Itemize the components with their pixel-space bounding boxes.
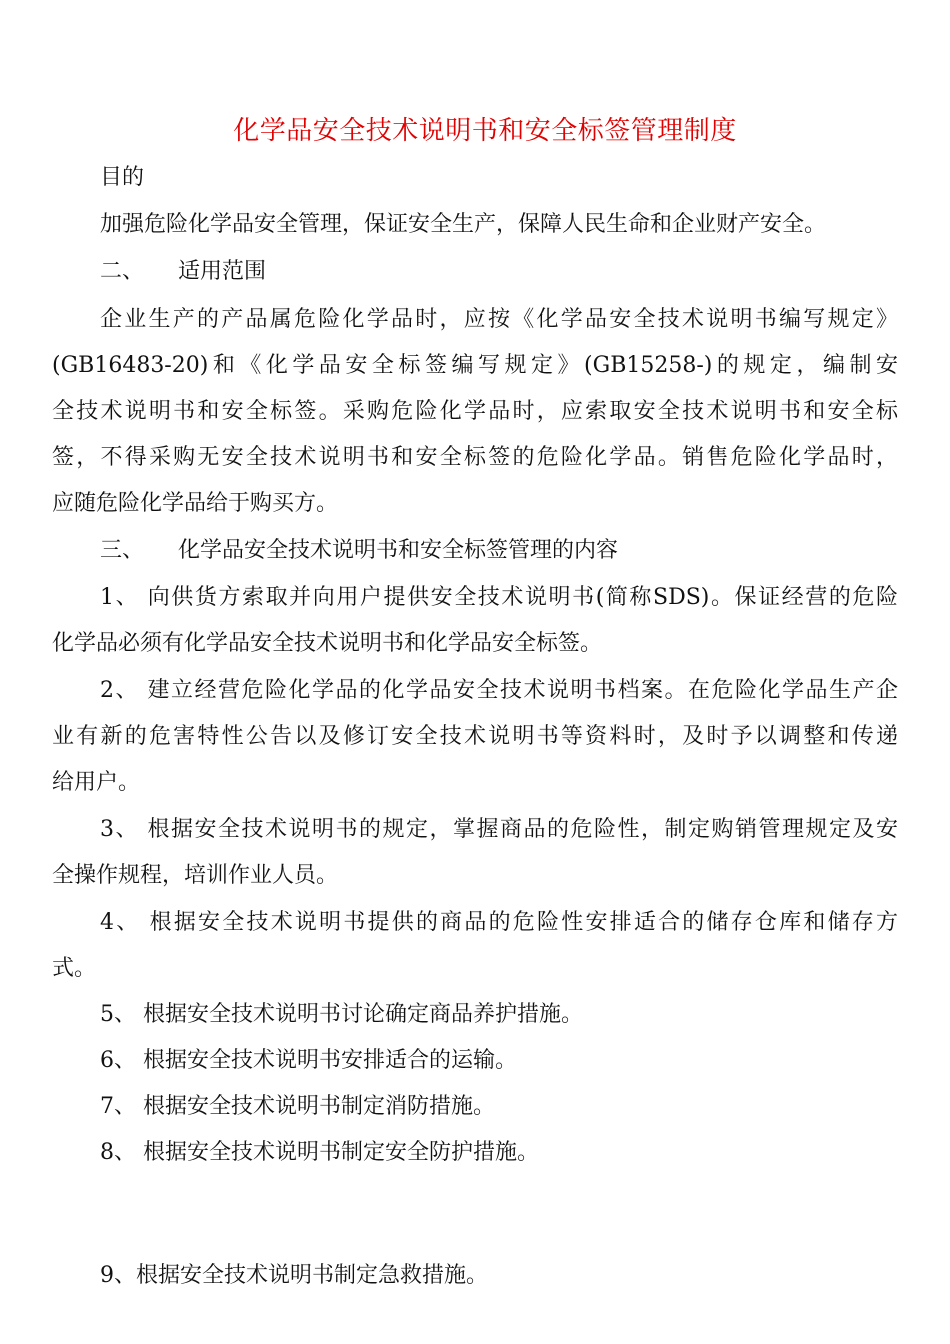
item-4-line: 4、 根据安全技术说明书提供的商品的危险性安排适合的储存仓库和储存方 bbox=[100, 910, 898, 935]
section-1-heading: 目的 bbox=[100, 165, 145, 190]
section-3-heading-line bbox=[100, 536, 618, 566]
section-2-body-line: 签，不得采购无安全技术说明书和安全标签的危险化学品。销售危险化学品时， bbox=[52, 445, 898, 470]
item-5-line: 5、 根据安全技术说明书讨论确定商品养护措施。 bbox=[100, 1002, 583, 1027]
item-3-line: 全操作规程，培训作业人员。 bbox=[52, 863, 339, 888]
section-3-heading: 化学品安全技术说明书和安全标签管理的内容 bbox=[178, 538, 619, 563]
item-8-line: 8、 根据安全技术说明书制定安全防护措施。 bbox=[100, 1140, 539, 1165]
item-3-line: 3、 根据安全技术说明书的规定，掌握商品的危险性，制定购销管理规定及安 bbox=[100, 817, 898, 842]
section-2-heading: 适用范围 bbox=[178, 259, 267, 284]
item-2-line: 2、 建立经营危险化学品的化学品安全技术说明书档案。在危险化学品生产企 bbox=[100, 678, 898, 703]
section-1-body: 加强危险化学品安全管理，保证安全生产，保障人民生命和企业财产安全。 bbox=[100, 212, 827, 237]
section-3-number: 三、 bbox=[100, 538, 145, 563]
section-2-body-line: 应随危险化学品给于购买方。 bbox=[52, 491, 339, 516]
item-2-line: 业有新的危害特性公告以及修订安全技术说明书等资料时，及时予以调整和传递 bbox=[52, 724, 898, 749]
item-4-line: 式。 bbox=[52, 956, 97, 981]
item-7-line: 7、 根据安全技术说明书制定消防措施。 bbox=[100, 1094, 495, 1119]
item-2-line: 给用户。 bbox=[52, 770, 141, 795]
item-1-line: 1、 向供货方索取并向用户提供安全技术说明书(简称SDS)。保证经营的危险 bbox=[100, 585, 898, 610]
document-title: 化学品安全技术说明书和安全标签管理制度 bbox=[233, 116, 737, 146]
section-2-body-line: 企业生产的产品属危险化学品时，应按《化学品安全技术说明书编写规定》 bbox=[100, 307, 898, 332]
item-9-line: 9、根据安全技术说明书制定急救措施。 bbox=[100, 1263, 488, 1288]
section-2-body-line: 全技术说明书和安全标签。采购危险化学品时，应索取安全技术说明书和安全标 bbox=[52, 399, 898, 424]
section-2-body-line: (GB16483-20)和《化学品安全标签编写规定》(GB15258-)的规定，编制安 bbox=[52, 353, 898, 378]
section-2-heading-line bbox=[100, 257, 266, 287]
section-2-number: 二、 bbox=[100, 259, 145, 284]
item-1-line: 化学品必须有化学品安全技术说明书和化学品安全标签。 bbox=[52, 631, 603, 656]
item-6-line: 6、 根据安全技术说明书安排适合的运输。 bbox=[100, 1048, 517, 1073]
